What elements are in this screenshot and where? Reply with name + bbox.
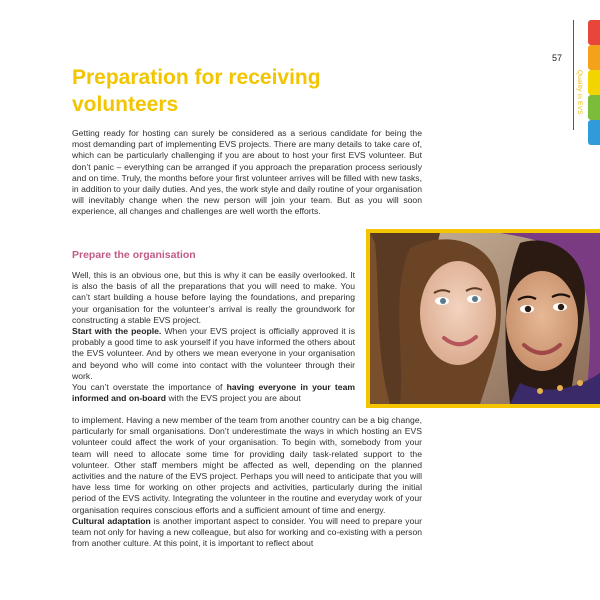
photo-illustration — [370, 233, 600, 404]
chapter-tabs — [588, 20, 600, 145]
chapter-tab-blue[interactable] — [588, 120, 600, 145]
importance-start: You can’t overstate the importance of — [72, 382, 227, 393]
photo-image — [370, 233, 600, 404]
chapter-tab-yellow[interactable] — [588, 70, 600, 95]
volunteers-photo — [366, 229, 600, 408]
chapter-tab-green[interactable] — [588, 95, 600, 120]
column-text — [72, 270, 355, 404]
intro-text: Getting ready for hosting can surely be considered as a serious candidate for being the most demanding part of implementing EVS projects. There are many details to take care of, which can be particularly challenging if you are about to host your first EVS volunteer. But don’t panic – everything can be arranged if you approach the preparation process seriously and on time. Truly, the months before your first volunteer arrives will be filled with new tasks, in addition to your daily duties. And yes, the work style and daily routine of your organisation will inevitably change when the new person will join your team. But as you will soon experience, all changes and challenges are well worth the efforts. — [72, 128, 422, 217]
importance-col-rest: with the EVS project you are about — [166, 393, 301, 404]
lead-people: Start with the people. — [72, 326, 162, 337]
paragraph-importance-continued: to implement. Having a new member of the team from another country can be a big change, particularly for small organisations. Don’t underestimate the ways in which hosting an EVS volunteer could affect the work of your organisation. To begin with, somebody from your team will need to allocate some time for providing daily task-related support to the volunteer. Other staff members might be affected as well, depending on the planned activities and the nature of the EVS project. Perhaps you will need to anticipate that you will have less time for working on other projects and activities, particularly during the initial period of the EVS activity. Integrating the volunteer in the routine and everyday work of your organisation requires conscious efforts and a sufficient amount of time and energy. — [72, 415, 422, 515]
paragraph-people-body: When your EVS project is officially approved it is probably a good time to ask yourself if you have informed the others about the EVS volunteer. And by others we mean everyone in your organisation and beyond who will come into contact with the volunteer through their work. — [72, 326, 355, 381]
paragraph-cultural-body: is another important aspect to consider. You will need to prepare your team not only for having a new colleague, but also for working and co-existing with a person from another culture. At this point, it is important to reflect about — [72, 515, 422, 549]
paragraph-foundations: Well, this is an obvious one, but this is why it can be easily overlooked. It is also the basis of all the preparations that you will need to make. You can’t start building a house before laying the foundations, and preparing your organisation for the volunteer’s arrival is really the groundwork for constructing a stable EVS project. — [72, 270, 355, 325]
paragraph-people — [72, 326, 355, 382]
paragraph-importance — [72, 382, 355, 404]
intro-paragraph — [72, 128, 422, 218]
importance-bold: having everyone in your team informed and on-board — [72, 382, 355, 404]
page-title: Preparation for receiving volunteers — [72, 66, 321, 116]
section-side-label: Quality in EVS — [576, 70, 583, 115]
paragraph-cultural — [72, 516, 422, 550]
full-width-text — [72, 415, 422, 549]
chapter-tab-orange[interactable] — [588, 45, 600, 70]
lead-cultural: Cultural adaptation — [72, 515, 151, 526]
page-number: 57 — [552, 53, 563, 63]
section-heading: Prepare the organisation — [72, 249, 196, 261]
chapter-tab-red[interactable] — [588, 20, 600, 45]
